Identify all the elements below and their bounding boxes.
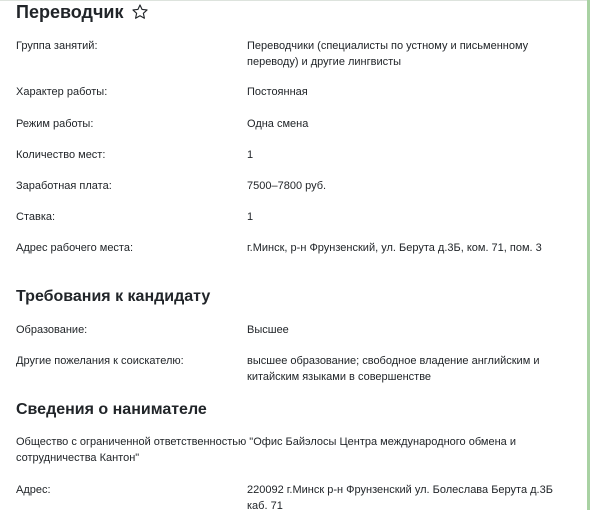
employer-heading: Сведения о нанимателе [16,401,207,418]
detail-label: Режим работы: [16,118,94,130]
detail-label: Другие пожелания к соискателю: [16,355,184,367]
job-title: Переводчик [16,2,124,22]
detail-label: Заработная плата: [16,180,112,192]
detail-label: Образование: [16,324,88,336]
detail-value: 220092 г.Минск р-н Фрунзенский ул. Болеслава Берута д.3Б каб. 71 [247,484,553,510]
detail-value: 1 [247,211,254,223]
detail-value: Постоянная [247,86,308,98]
detail-value: высшее образование; свободное владение английским и китайским языками в совершенстве [247,355,540,383]
job-header [16,2,149,22]
detail-label: Адрес рабочего места: [16,242,134,254]
employer-company-name: Общество с ограниченной ответственностью "Офис Байэлосы Центра международного обмена и сотрудничества Кантон" [16,436,516,464]
star-icon[interactable] [131,3,149,21]
detail-label: Адрес: [16,484,51,496]
detail-label: Ставка: [16,211,56,223]
detail-label: Группа занятий: [16,40,98,52]
detail-label: Количество мест: [16,149,106,161]
detail-label: Характер работы: [16,86,108,98]
detail-value: Переводчики (специалисты по устному и письменному переводу) и другие лингвисты [247,40,529,68]
top-border [0,0,590,1]
detail-value: 1 [247,149,254,161]
requirements-heading: Требования к кандидату [16,288,211,305]
detail-value: Одна смена [247,118,309,130]
detail-value: 7500–7800 руб. [247,180,327,192]
detail-value: г.Минск, р-н Фрунзенский, ул. Берута д.3Б, ком. 71, пом. 3 [247,242,542,254]
detail-value: Высшее [247,324,289,336]
